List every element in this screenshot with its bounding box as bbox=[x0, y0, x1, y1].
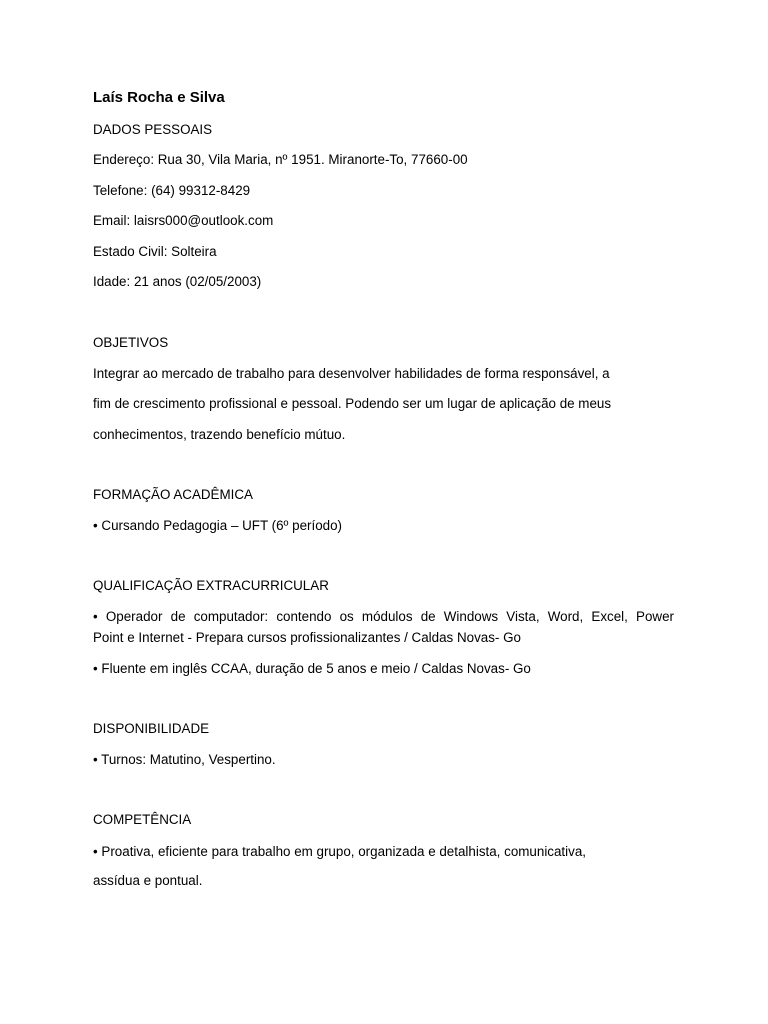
objectives-line: fim de crescimento profissional e pessoal. Podendo ser um lugar de aplicação de meus bbox=[93, 396, 612, 411]
candidate-name: Laís Rocha e Silva bbox=[93, 89, 225, 106]
availability-heading: DISPONIBILIDADE bbox=[93, 721, 210, 736]
address-line: Endereço: Rua 30, Vila Maria, nº 1951. Miranorte-To, 77660-00 bbox=[93, 152, 468, 167]
education-item: • Cursando Pedagogia – UFT (6º período) bbox=[93, 518, 343, 533]
objectives-line: Integrar ao mercado de trabalho para desenvolver habilidades de forma responsável, a bbox=[93, 366, 610, 381]
personal-data-heading: DADOS PESSOAIS bbox=[93, 122, 213, 137]
extracurricular-item-line: Point e Internet - Prepara cursos profissionalizantes / Caldas Novas- Go bbox=[93, 630, 521, 645]
competence-line: assídua e pontual. bbox=[93, 873, 203, 888]
extracurricular-item: • Fluente em inglês CCAA, duração de 5 anos e meio / Caldas Novas- Go bbox=[93, 661, 531, 676]
phone-line: Telefone: (64) 99312-8429 bbox=[93, 183, 251, 198]
age-line: Idade: 21 anos (02/05/2003) bbox=[93, 274, 262, 289]
competence-line: • Proativa, eficiente para trabalho em grupo, organizada e detalhista, comunicativa, bbox=[93, 844, 586, 859]
availability-item: • Turnos: Matutino, Vespertino. bbox=[93, 752, 276, 767]
extracurricular-heading: QUALIFICAÇÃO EXTRACURRICULAR bbox=[93, 578, 329, 593]
extracurricular-item-line: • Operador de computador: contendo os módulos de Windows Vista, Word, Excel, Power bbox=[93, 609, 674, 624]
education-heading: FORMAÇÃO ACADÊMICA bbox=[93, 487, 253, 502]
marital-status-line: Estado Civil: Solteira bbox=[93, 244, 217, 259]
objectives-heading: OBJETIVOS bbox=[93, 335, 169, 350]
objectives-line: conhecimentos, trazendo benefício mútuo. bbox=[93, 427, 346, 442]
competence-heading: COMPETÊNCIA bbox=[93, 812, 192, 827]
email-line: Email: laisrs000@outlook.com bbox=[93, 213, 274, 228]
